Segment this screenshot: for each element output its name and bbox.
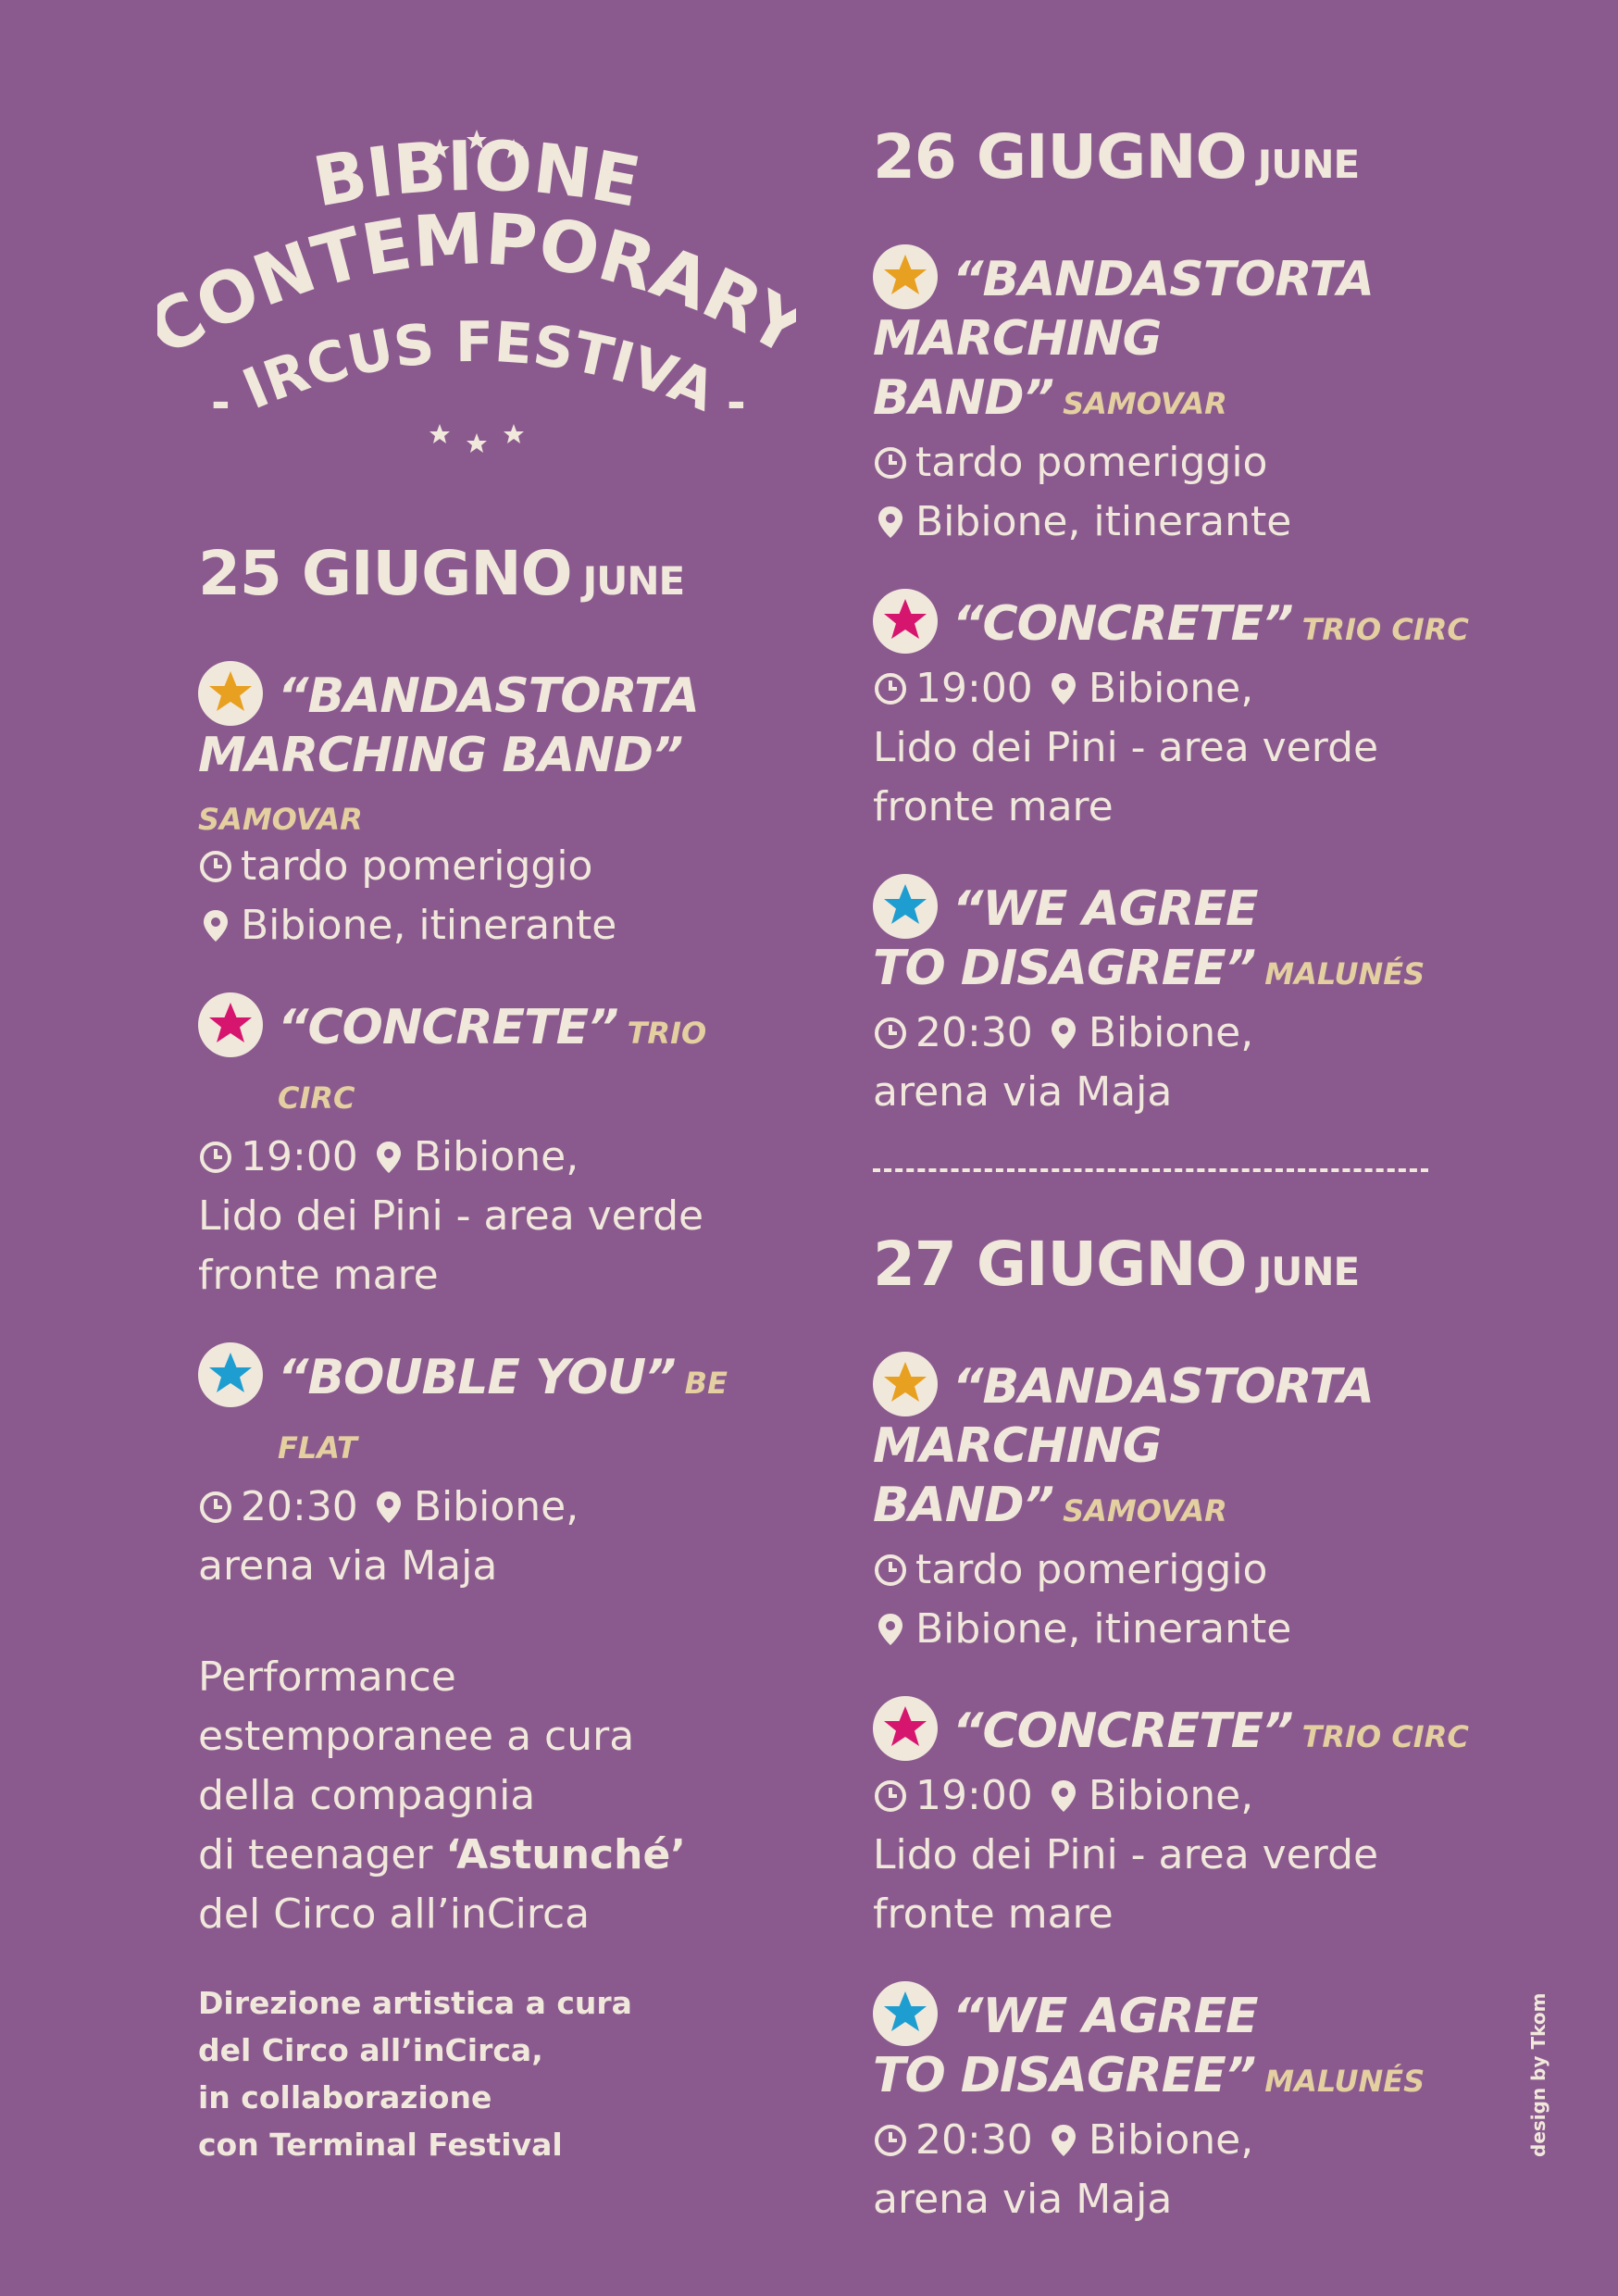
star-icon xyxy=(198,661,263,726)
event-place: Bibione, xyxy=(1088,1009,1254,1056)
note-line: della compagnia xyxy=(198,1772,536,1819)
event-place-line2: Lido dei Pini - area verde xyxy=(198,1192,704,1240)
event-bouble-you xyxy=(198,1348,772,1596)
day-label-en: JUNE xyxy=(1257,142,1360,187)
star-icon xyxy=(873,1696,938,1761)
clock-icon xyxy=(198,842,233,877)
event-company: SAMOVAR xyxy=(198,802,363,837)
event-title-line2: MARCHING BAND” xyxy=(198,728,683,783)
day25-heading xyxy=(198,537,772,618)
event-place-line2: Lido dei Pini - area verde xyxy=(873,724,1379,771)
location-pin-icon xyxy=(1046,1771,1081,1806)
event-time: tardo pomeriggio xyxy=(915,1546,1268,1593)
event-title: “CONCRETE” xyxy=(952,1703,1293,1759)
location-pin-icon xyxy=(1046,664,1081,699)
logo-dash-left: - xyxy=(211,376,230,430)
day27-heading xyxy=(873,1228,1475,1309)
event-place: Bibione, itinerante xyxy=(915,1605,1292,1653)
right-column xyxy=(873,120,1475,2272)
star-icon xyxy=(198,992,263,1057)
day-label: 27 GIUGNO xyxy=(873,1229,1247,1300)
event-company: MALUNÉS xyxy=(1264,2064,1425,2099)
event-time: 19:00 xyxy=(915,665,1033,712)
day-label-en: JUNE xyxy=(1257,1249,1360,1294)
event-time: 20:30 xyxy=(241,1483,358,1530)
event-time: 20:30 xyxy=(915,1009,1033,1056)
location-pin-icon xyxy=(371,1482,406,1517)
day-label: 25 GIUGNO xyxy=(198,538,572,609)
event-title-line2: MARCHING BAND” xyxy=(873,1418,1162,1533)
event-place-line2: arena via Maja xyxy=(198,1542,498,1590)
clock-icon xyxy=(873,1771,908,1806)
design-credit: design by Tkom xyxy=(1527,1992,1550,2157)
star-icon xyxy=(873,1981,938,2046)
event-place: Bibione, xyxy=(413,1483,579,1530)
location-pin-icon xyxy=(1046,1008,1081,1043)
dashed-divider xyxy=(873,1168,1428,1172)
event-place-line2: arena via Maja xyxy=(873,1068,1173,1116)
event-company: MALUNÉS xyxy=(1264,956,1425,992)
event-title: “CONCRETE” xyxy=(278,1000,618,1055)
event-company: SAMOVAR xyxy=(1063,1493,1227,1529)
event-place: Bibione, xyxy=(413,1133,579,1180)
logo-line3: IRCUS FESTIVA xyxy=(233,309,725,425)
event-title: “BOUBLE YOU” xyxy=(278,1350,676,1405)
performance-note xyxy=(198,1648,772,1944)
event-title: “CONCRETE” xyxy=(952,596,1293,652)
logo-dash-right: - xyxy=(727,376,746,430)
clock-icon xyxy=(873,1545,908,1580)
event-place-line2: arena via Maja xyxy=(873,2176,1173,2223)
event-time: 19:00 xyxy=(915,1772,1033,1819)
credits-line: del Circo all’inCirca, xyxy=(198,2032,543,2068)
event-title: “WE AGREE xyxy=(952,1989,1258,2044)
event-company: TRIO CIRC xyxy=(1301,612,1469,647)
location-pin-icon xyxy=(873,1604,908,1640)
note-line: estemporanee a cura xyxy=(198,1713,635,1760)
event-we-agree xyxy=(873,880,1475,1122)
credits xyxy=(198,1979,679,2168)
star-icon-cluster-bottom xyxy=(429,424,524,453)
event-time: 19:00 xyxy=(241,1133,358,1180)
event-title: “BANDASTORTA xyxy=(278,668,699,724)
day-label-en: JUNE xyxy=(582,558,685,604)
event-place-line3: fronte mare xyxy=(873,783,1114,830)
clock-icon xyxy=(873,1008,908,1043)
event-place-line3: fronte mare xyxy=(198,1252,439,1299)
location-pin-icon xyxy=(873,497,908,532)
star-icon xyxy=(873,589,938,654)
note-line: di teenager xyxy=(198,1831,446,1878)
day-label: 26 GIUGNO xyxy=(873,121,1247,193)
event-place: Bibione, itinerante xyxy=(915,498,1292,545)
star-icon xyxy=(873,1352,938,1416)
logo-line1: BIBIONE xyxy=(307,126,646,223)
note-line: Performance xyxy=(198,1653,456,1701)
event-place-line2: Lido dei Pini - area verde xyxy=(873,1831,1379,1878)
event-title-line2: MARCHING BAND” xyxy=(873,311,1162,426)
event-time: 20:30 xyxy=(915,2116,1033,2164)
event-place: Bibione, xyxy=(1088,665,1254,712)
logo-line2: ONTEMPORAR xyxy=(182,196,772,348)
event-title: “BANDASTORTA xyxy=(952,252,1374,307)
event-company: TRIO CIRC xyxy=(1301,1719,1469,1754)
event-title: “BANDASTORTA xyxy=(952,1359,1374,1415)
event-time: tardo pomeriggio xyxy=(241,842,593,890)
star-icon xyxy=(873,244,938,309)
event-company: BE FLAT xyxy=(278,1366,728,1466)
clock-icon xyxy=(198,1482,233,1517)
clock-icon xyxy=(873,2115,908,2151)
event-concrete xyxy=(198,998,772,1305)
location-pin-icon xyxy=(371,1132,406,1167)
location-pin-icon xyxy=(1046,2115,1081,2151)
event-company: TRIO CIRC xyxy=(278,1016,707,1116)
event-place: Bibione, itinerante xyxy=(241,902,617,949)
event-bandastorta xyxy=(198,667,772,955)
event-place: Bibione, xyxy=(1088,1772,1254,1819)
event-title-line2: TO DISAGREE” xyxy=(873,2048,1256,2103)
event-time: tardo pomeriggio xyxy=(915,439,1268,486)
clock-icon xyxy=(873,664,908,699)
event-concrete xyxy=(873,594,1475,837)
day25-column xyxy=(198,537,772,1944)
clock-icon xyxy=(873,438,908,473)
event-place: Bibione, xyxy=(1088,2116,1254,2164)
credits-line: con Terminal Festival xyxy=(198,2127,563,2163)
event-bandastorta xyxy=(873,1357,1475,1659)
day26-heading xyxy=(873,120,1475,202)
event-title-line2: TO DISAGREE” xyxy=(873,941,1256,996)
event-title: “WE AGREE xyxy=(952,881,1258,937)
clock-icon xyxy=(198,1132,233,1167)
event-bandastorta xyxy=(873,250,1475,552)
credits-line: Direzione artistica a cura xyxy=(198,1985,632,2021)
event-place-line3: fronte mare xyxy=(873,1890,1114,1938)
event-company: SAMOVAR xyxy=(1063,386,1227,421)
festival-logo xyxy=(157,120,796,472)
note-company-name: ‘Astunché’ xyxy=(445,1831,687,1878)
star-icon xyxy=(873,874,938,939)
star-icon xyxy=(198,1342,263,1407)
credits-line: in collaborazione xyxy=(198,2079,492,2115)
event-we-agree xyxy=(873,1987,1475,2229)
event-concrete xyxy=(873,1702,1475,1944)
location-pin-icon xyxy=(198,901,233,936)
note-line: del Circo all’inCirca xyxy=(198,1890,591,1938)
